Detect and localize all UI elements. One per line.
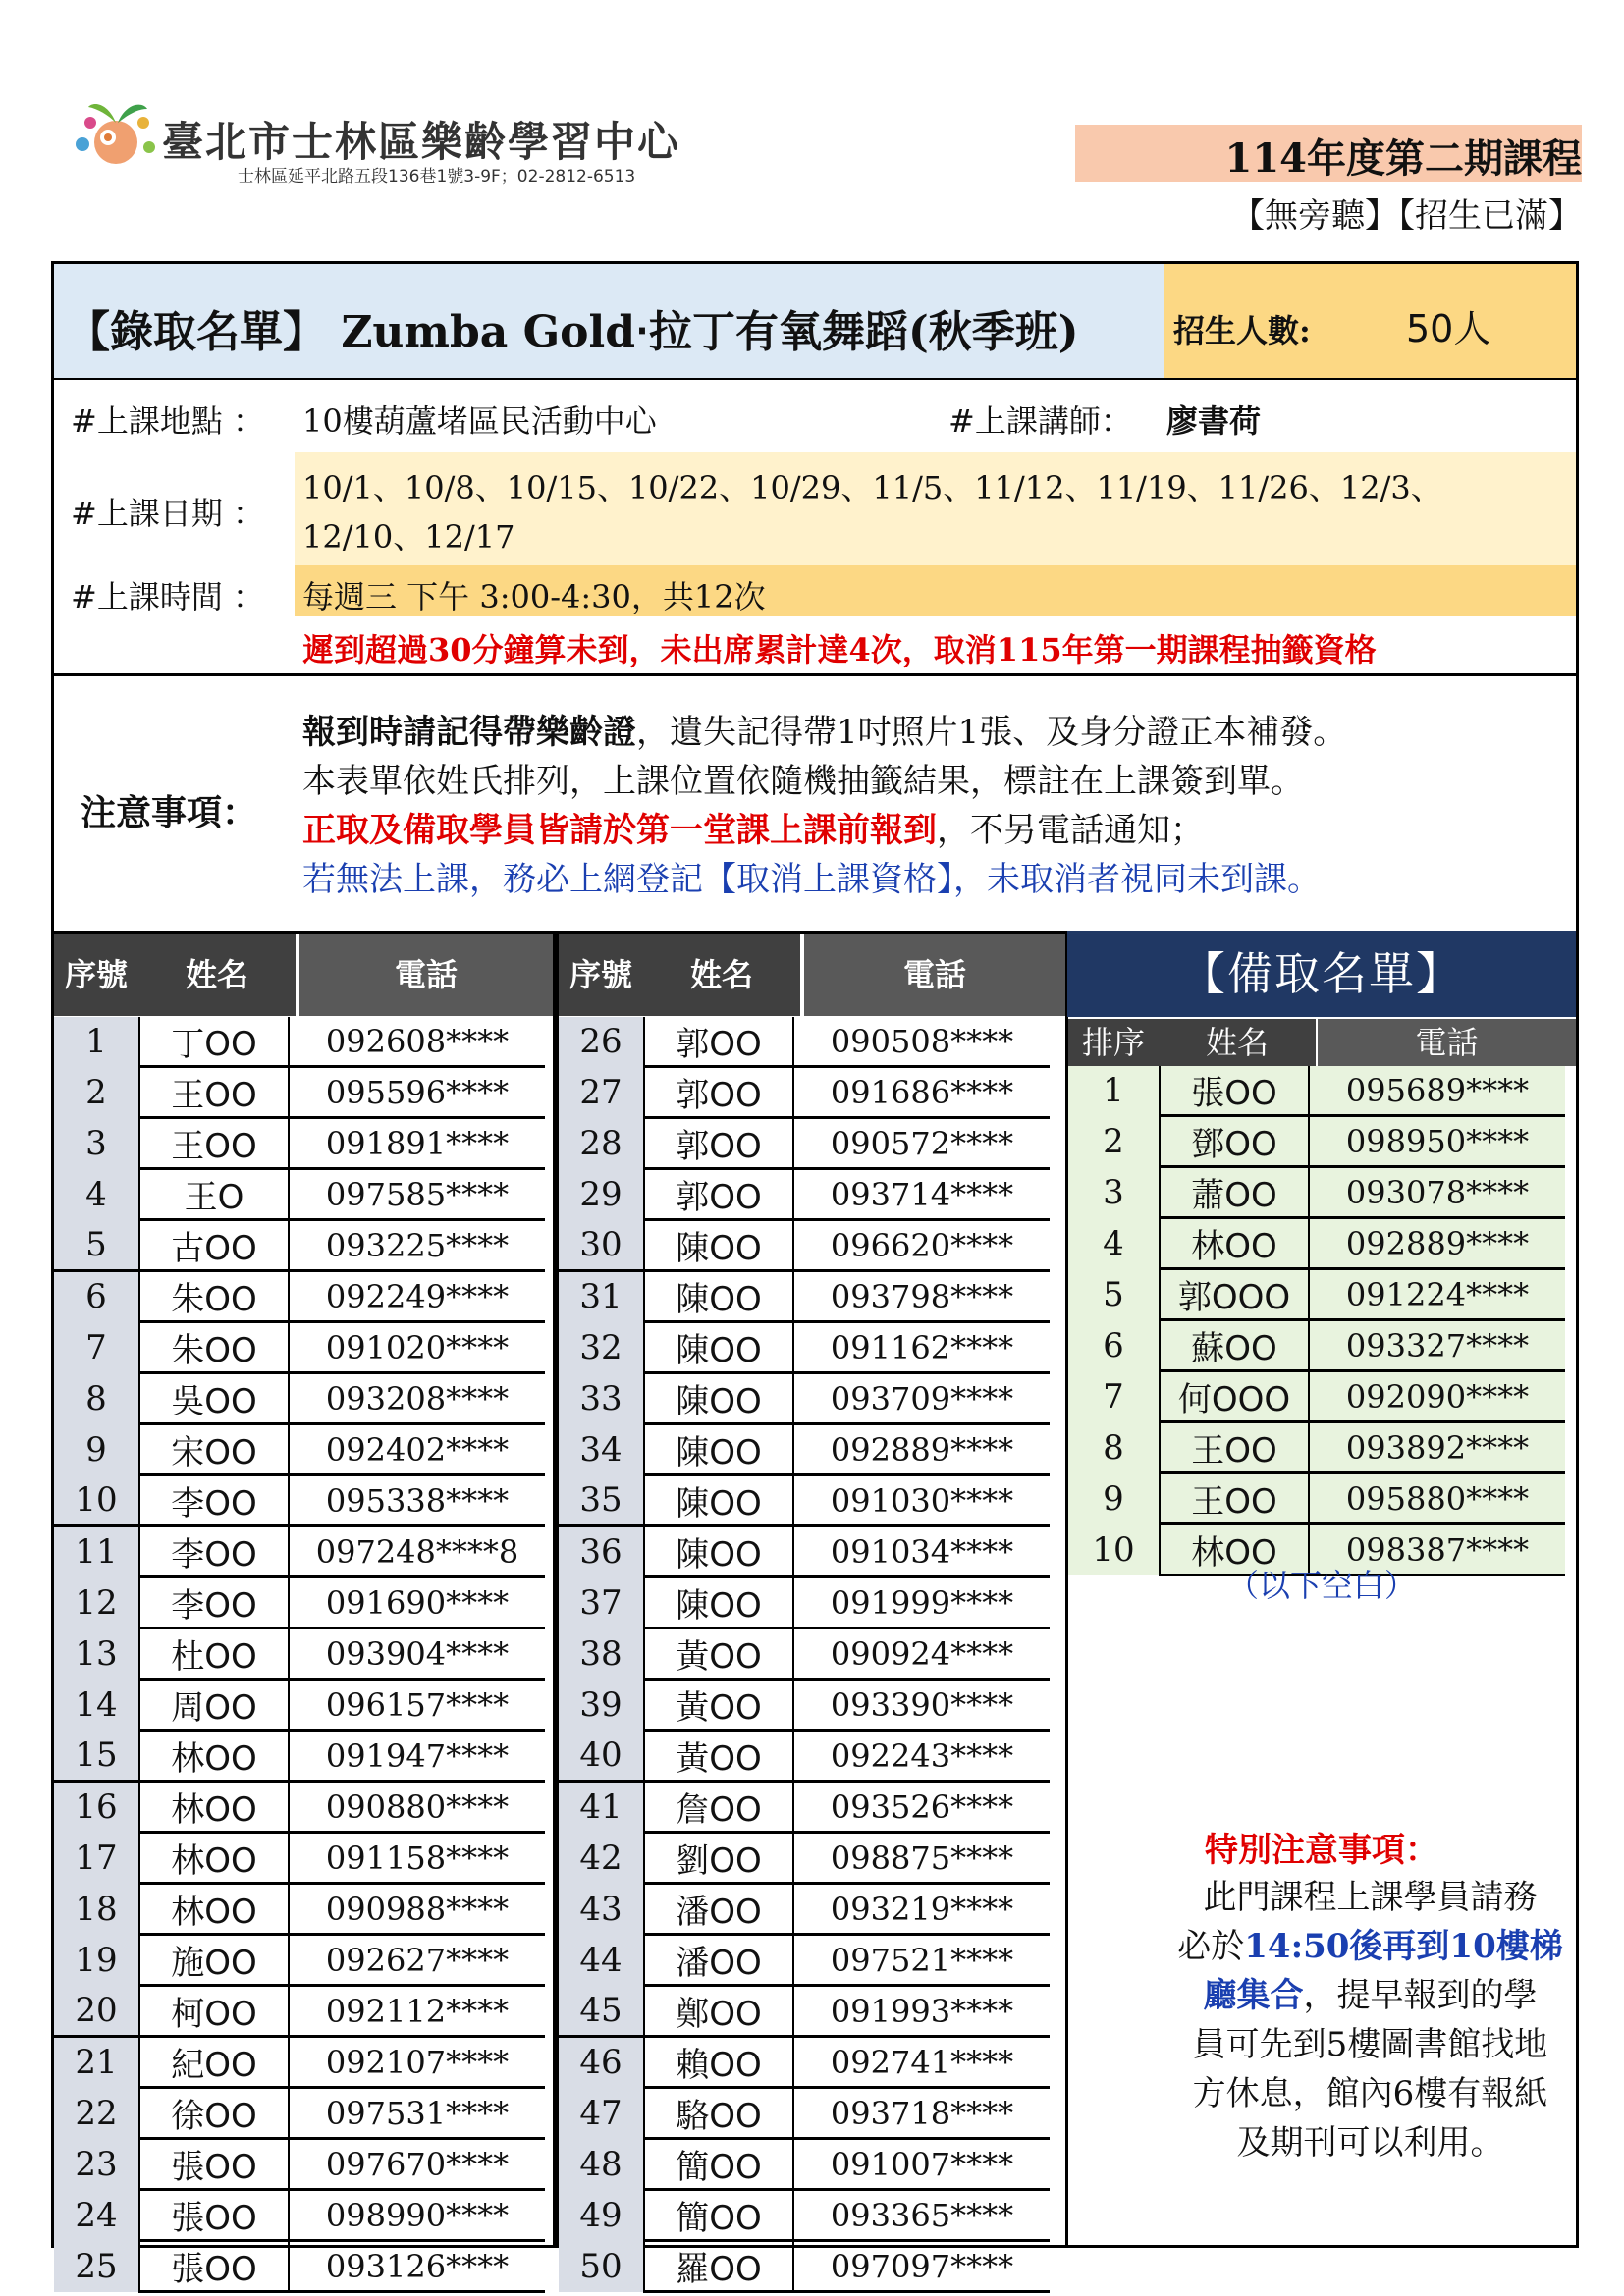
- row-phone: 090880****: [289, 1782, 545, 1833]
- row-seq: 23: [54, 2139, 139, 2190]
- row-phone: 091993****: [793, 1986, 1050, 2037]
- row-seq: 7: [1068, 1371, 1160, 1422]
- row-name: 宋OO: [139, 1424, 289, 1475]
- row-name: 林OO: [1160, 1218, 1309, 1269]
- row-seq: 7: [54, 1322, 139, 1373]
- row-seq: 34: [559, 1424, 644, 1475]
- row-seq: 9: [54, 1424, 139, 1475]
- note-line-3-rest: ，不另電話通知；: [937, 811, 1204, 850]
- row-name: 羅OO: [644, 2241, 793, 2292]
- column-divider: [553, 931, 559, 2246]
- table-row: [559, 2088, 1050, 2139]
- row-name: 簡OO: [644, 2139, 793, 2190]
- roster-table-left: [54, 1017, 545, 2293]
- table-row: [1068, 1066, 1565, 1116]
- row-name: 古OO: [139, 1220, 289, 1271]
- org-address: 士林區延平北路五段136巷1號3-9F；02-2812-6513: [238, 167, 636, 187]
- row-seq: 21: [54, 2037, 139, 2088]
- row-seq: 28: [559, 1118, 644, 1169]
- table-row: [54, 1731, 545, 1782]
- row-seq: 9: [1068, 1473, 1160, 1524]
- row-phone: 092741****: [793, 2037, 1050, 2088]
- table-row: [559, 1833, 1050, 1884]
- table-row: [559, 1782, 1050, 1833]
- table-row: [54, 1526, 545, 1577]
- table-row: [1068, 1422, 1565, 1473]
- table-row: [559, 1424, 1050, 1475]
- special-line-2b: 14:50後再到10樓梯: [1244, 1927, 1563, 1966]
- row-name: 王O: [139, 1169, 289, 1220]
- row-name: 吳OO: [139, 1373, 289, 1424]
- row-phone: 091034****: [793, 1526, 1050, 1577]
- row-seq: 15: [54, 1731, 139, 1782]
- roster-header-phone: 電話: [299, 934, 553, 1016]
- table-row: [54, 1782, 545, 1833]
- row-name: 朱OO: [139, 1322, 289, 1373]
- row-seq: 32: [559, 1322, 644, 1373]
- row-seq: 46: [559, 2037, 644, 2088]
- roster-header-name: 姓名: [643, 934, 800, 1016]
- divider: [54, 378, 1576, 380]
- row-phone: 091947****: [289, 1731, 545, 1782]
- row-phone: 098950****: [1309, 1116, 1565, 1167]
- table-row: [1068, 1371, 1565, 1422]
- table-row: [559, 1884, 1050, 1935]
- row-seq: 6: [1068, 1320, 1160, 1371]
- row-seq: 30: [559, 1220, 644, 1271]
- row-phone: 092112****: [289, 1986, 545, 2037]
- row-name: 鄭OO: [644, 1986, 793, 2037]
- standby-header-phone: 電話: [1318, 1019, 1576, 1066]
- note-line-3: [302, 803, 1204, 851]
- table-row: [54, 1833, 545, 1884]
- row-name: 郭OO: [644, 1017, 793, 1067]
- row-name: 黃OO: [644, 1629, 793, 1680]
- row-seq: 18: [54, 1884, 139, 1935]
- org-name: 臺北市士林區樂齡學習中心: [162, 118, 681, 166]
- row-seq: 39: [559, 1680, 644, 1731]
- note-line-3-red: 正取及備取學員皆請於第一堂課上課前報到: [302, 811, 937, 850]
- row-phone: 093219****: [793, 1884, 1050, 1935]
- teacher-value: 廖書荷: [1166, 402, 1262, 440]
- row-seq: 1: [1068, 1066, 1160, 1116]
- row-name: 賴OO: [644, 2037, 793, 2088]
- row-phone: 093365****: [793, 2190, 1050, 2241]
- row-phone: 092889****: [793, 1424, 1050, 1475]
- table-row: [559, 2139, 1050, 2190]
- row-phone: 097248****8: [289, 1526, 545, 1577]
- row-phone: 092090****: [1309, 1371, 1565, 1422]
- special-line-3: [1166, 1971, 1574, 2020]
- table-row: [54, 1271, 545, 1322]
- row-name: 陳OO: [644, 1424, 793, 1475]
- row-phone: 091686****: [793, 1067, 1050, 1118]
- row-phone: 090572****: [793, 1118, 1050, 1169]
- row-phone: 091891****: [289, 1118, 545, 1169]
- table-row: [1068, 1167, 1565, 1218]
- location-value: 10樓葫蘆堵區民活動中心: [302, 402, 657, 440]
- row-name: 詹OO: [644, 1782, 793, 1833]
- seedling-logo-icon: [69, 93, 163, 172]
- row-phone: 093798****: [793, 1271, 1050, 1322]
- row-phone: 093904****: [289, 1629, 545, 1680]
- row-phone: 091158****: [289, 1833, 545, 1884]
- row-name: 陳OO: [644, 1220, 793, 1271]
- dates-label: #上課日期 ：: [71, 495, 264, 532]
- table-row: [559, 1017, 1050, 1067]
- row-seq: 33: [559, 1373, 644, 1424]
- row-seq: 8: [54, 1373, 139, 1424]
- row-phone: 097521****: [793, 1935, 1050, 1986]
- term-title: 114年度第二期課程: [1224, 135, 1582, 182]
- time-value: 每週三 下午 3:00-4:30，共12次: [302, 578, 766, 615]
- row-name: 張OO: [1160, 1066, 1309, 1116]
- table-row: [559, 1935, 1050, 1986]
- row-phone: 097585****: [289, 1169, 545, 1220]
- row-phone: 097531****: [289, 2088, 545, 2139]
- table-row: [54, 1629, 545, 1680]
- row-name: 黃OO: [644, 1680, 793, 1731]
- row-name: 施OO: [139, 1935, 289, 1986]
- row-phone: 095338****: [289, 1475, 545, 1526]
- table-row: [54, 1373, 545, 1424]
- table-row: [559, 1118, 1050, 1169]
- row-phone: 092243****: [793, 1731, 1050, 1782]
- row-seq: 5: [1068, 1269, 1160, 1320]
- row-phone: 098990****: [289, 2190, 545, 2241]
- row-seq: 1: [54, 1017, 139, 1067]
- row-seq: 11: [54, 1526, 139, 1577]
- note-line-4: 若無法上課，務必上網登記【取消上課資格】，未取消者視同未到課。: [302, 860, 1321, 899]
- row-name: 徐OO: [139, 2088, 289, 2139]
- table-row: [1068, 1320, 1565, 1371]
- row-seq: 4: [54, 1169, 139, 1220]
- row-name: 潘OO: [644, 1935, 793, 1986]
- row-phone: 095880****: [1309, 1473, 1565, 1524]
- row-name: 杜OO: [139, 1629, 289, 1680]
- row-phone: 093892****: [1309, 1422, 1565, 1473]
- row-name: 柯OO: [139, 1986, 289, 2037]
- table-row: [54, 2088, 545, 2139]
- roster-table-right: [559, 1017, 1050, 2293]
- standby-header-name: 姓名: [1159, 1019, 1316, 1066]
- special-line-1: 此門課程上課學員請務: [1203, 1878, 1538, 1917]
- row-phone: 093078****: [1309, 1167, 1565, 1218]
- table-row: [54, 1680, 545, 1731]
- row-seq: 26: [559, 1017, 644, 1067]
- row-seq: 24: [54, 2190, 139, 2241]
- row-seq: 38: [559, 1629, 644, 1680]
- row-seq: 3: [1068, 1167, 1160, 1218]
- row-seq: 8: [1068, 1422, 1160, 1473]
- row-name: 周OO: [139, 1680, 289, 1731]
- attendance-warning: 遲到超過30分鐘算未到，未出席累計達4次，取消115年第一期課程抽籤資格: [302, 631, 1377, 668]
- row-name: 王OO: [139, 1067, 289, 1118]
- special-line-4: 員可先到5樓圖書館找地: [1192, 2025, 1548, 2064]
- table-row: [559, 2037, 1050, 2088]
- row-phone: 092107****: [289, 2037, 545, 2088]
- row-seq: 37: [559, 1577, 644, 1629]
- row-name: 張OO: [139, 2139, 289, 2190]
- row-seq: 14: [54, 1680, 139, 1731]
- row-name: 丁OO: [139, 1017, 289, 1067]
- row-seq: 10: [1068, 1524, 1160, 1575]
- table-row: [54, 2037, 545, 2088]
- row-seq: 13: [54, 1629, 139, 1680]
- row-name: 蕭OO: [1160, 1167, 1309, 1218]
- divider: [54, 673, 1576, 676]
- table-row: [1068, 1269, 1565, 1320]
- note-line-1-bold: 報到時請記得帶樂齡證: [302, 713, 636, 752]
- table-row: [54, 1986, 545, 2037]
- table-row: [1068, 1473, 1565, 1524]
- row-seq: 40: [559, 1731, 644, 1782]
- row-phone: 091690****: [289, 1577, 545, 1629]
- table-row: [559, 2190, 1050, 2241]
- table-row: [54, 1424, 545, 1475]
- blank-note: （以下空白）: [1226, 1567, 1416, 1604]
- row-name: 李OO: [139, 1475, 289, 1526]
- row-seq: 12: [54, 1577, 139, 1629]
- row-seq: 41: [559, 1782, 644, 1833]
- row-name: 何OOO: [1160, 1371, 1309, 1422]
- row-phone: 093126****: [289, 2241, 545, 2292]
- row-phone: 091999****: [793, 1577, 1050, 1629]
- dates-line1: 10/1、10/8、10/15、10/22、10/29、11/5、11/12、11/19、11/26、12/3、: [302, 469, 1442, 507]
- standby-header-seq: 排序: [1068, 1019, 1159, 1066]
- table-row: [54, 1220, 545, 1271]
- row-phone: 093390****: [793, 1680, 1050, 1731]
- row-seq: 31: [559, 1271, 644, 1322]
- row-name: 潘OO: [644, 1884, 793, 1935]
- row-seq: 49: [559, 2190, 644, 2241]
- table-row: [54, 1577, 545, 1629]
- row-seq: 27: [559, 1067, 644, 1118]
- row-phone: 090988****: [289, 1884, 545, 1935]
- row-name: 郭OO: [644, 1118, 793, 1169]
- table-row: [559, 1475, 1050, 1526]
- table-row: [559, 1067, 1050, 1118]
- row-name: 郭OO: [644, 1067, 793, 1118]
- row-seq: 36: [559, 1526, 644, 1577]
- table-row: [559, 1577, 1050, 1629]
- teacher-label: #上課講師：: [948, 402, 1132, 440]
- roster-header-name: 姓名: [138, 934, 296, 1016]
- row-phone: 090508****: [793, 1017, 1050, 1067]
- table-row: [54, 1935, 545, 1986]
- special-line-3a: 廳集合: [1203, 1976, 1304, 2015]
- row-name: 陳OO: [644, 1322, 793, 1373]
- time-label: #上課時間 ：: [71, 578, 264, 615]
- row-phone: 097097****: [793, 2241, 1050, 2292]
- row-name: 陳OO: [644, 1271, 793, 1322]
- row-seq: 3: [54, 1118, 139, 1169]
- row-seq: 42: [559, 1833, 644, 1884]
- row-phone: 091162****: [793, 1322, 1050, 1373]
- special-line-5: 方休息，館內6樓有報紙: [1192, 2074, 1548, 2113]
- row-phone: 092249****: [289, 1271, 545, 1322]
- row-seq: 6: [54, 1271, 139, 1322]
- table-row: [559, 1629, 1050, 1680]
- row-seq: 35: [559, 1475, 644, 1526]
- row-seq: 47: [559, 2088, 644, 2139]
- row-seq: 29: [559, 1169, 644, 1220]
- table-row: [559, 1731, 1050, 1782]
- row-seq: 45: [559, 1986, 644, 2037]
- row-name: 鄧OO: [1160, 1116, 1309, 1167]
- table-row: [54, 1118, 545, 1169]
- row-name: 郭OOO: [1160, 1269, 1309, 1320]
- table-row: [54, 2139, 545, 2190]
- row-phone: 093208****: [289, 1373, 545, 1424]
- row-seq: 25: [54, 2241, 139, 2292]
- table-row: [559, 1220, 1050, 1271]
- table-row: [54, 2241, 545, 2292]
- row-phone: 095689****: [1309, 1066, 1565, 1116]
- table-row: [1068, 1116, 1565, 1167]
- location-label: #上課地點 ：: [71, 402, 264, 440]
- row-phone: 098875****: [793, 1833, 1050, 1884]
- table-row: [559, 1322, 1050, 1373]
- table-row: [54, 2190, 545, 2241]
- row-name: 林OO: [139, 1731, 289, 1782]
- row-phone: 093327****: [1309, 1320, 1565, 1371]
- row-phone: 091224****: [1309, 1269, 1565, 1320]
- dates-line2: 12/10、12/17: [302, 518, 515, 556]
- quota-value: 50人: [1406, 307, 1491, 350]
- row-name: 駱OO: [644, 2088, 793, 2139]
- course-title: 【錄取名單】 Zumba Gold‧拉丁有氧舞蹈(秋季班): [67, 307, 1079, 357]
- row-phone: 091007****: [793, 2139, 1050, 2190]
- table-row: [54, 1322, 545, 1373]
- table-row: [54, 1067, 545, 1118]
- row-seq: 2: [54, 1067, 139, 1118]
- row-name: 陳OO: [644, 1475, 793, 1526]
- special-line-3b: ，提早報到的學: [1303, 1976, 1538, 2015]
- row-name: 蘇OO: [1160, 1320, 1309, 1371]
- note-line-2: 本表單依姓氏排列，上課位置依隨機抽籤結果，標註在上課簽到單。: [302, 762, 1304, 801]
- row-seq: 4: [1068, 1218, 1160, 1269]
- table-row: [559, 2241, 1050, 2292]
- row-seq: 10: [54, 1475, 139, 1526]
- special-line-6: 及期刊可以利用。: [1236, 2123, 1504, 2163]
- note-line-1: [302, 705, 1346, 753]
- quota-label: 招生人數:: [1173, 312, 1311, 349]
- row-name: 林OO: [1160, 1524, 1309, 1575]
- row-name: 王OO: [139, 1118, 289, 1169]
- standby-title: 【備取名單】: [1067, 931, 1576, 1017]
- table-row: [54, 1884, 545, 1935]
- table-row: [559, 1986, 1050, 2037]
- row-phone: 090924****: [793, 1629, 1050, 1680]
- row-seq: 16: [54, 1782, 139, 1833]
- row-seq: 5: [54, 1220, 139, 1271]
- table-row: [559, 1373, 1050, 1424]
- table-row: [559, 1680, 1050, 1731]
- roster-header-phone: 電話: [804, 934, 1065, 1016]
- special-notes-title: 特別注意事項：: [1205, 1831, 1438, 1870]
- row-name: 王OO: [1160, 1422, 1309, 1473]
- row-phone: 093225****: [289, 1220, 545, 1271]
- row-seq: 2: [1068, 1116, 1160, 1167]
- row-seq: 48: [559, 2139, 644, 2190]
- roster-header-seq: 序號: [559, 934, 643, 1016]
- row-phone: 093526****: [793, 1782, 1050, 1833]
- row-seq: 43: [559, 1884, 644, 1935]
- row-phone: 097670****: [289, 2139, 545, 2190]
- table-row: [54, 1169, 545, 1220]
- row-phone: 091020****: [289, 1322, 545, 1373]
- row-phone: 092627****: [289, 1935, 545, 1986]
- row-name: 張OO: [139, 2241, 289, 2292]
- row-name: 陳OO: [644, 1577, 793, 1629]
- table-row: [54, 1017, 545, 1067]
- table-row: [559, 1169, 1050, 1220]
- row-name: 張OO: [139, 2190, 289, 2241]
- row-name: 黃OO: [644, 1731, 793, 1782]
- row-name: 朱OO: [139, 1271, 289, 1322]
- row-seq: 19: [54, 1935, 139, 1986]
- standby-table: [1068, 1066, 1565, 1576]
- table-row: [559, 1526, 1050, 1577]
- row-name: 李OO: [139, 1526, 289, 1577]
- note-line-1-rest: ，遺失記得帶1吋照片1張、及身分證正本補發。: [636, 713, 1347, 752]
- row-phone: 098387****: [1309, 1524, 1565, 1575]
- row-name: 林OO: [139, 1833, 289, 1884]
- row-name: 李OO: [139, 1577, 289, 1629]
- row-phone: 096620****: [793, 1220, 1050, 1271]
- row-seq: 22: [54, 2088, 139, 2139]
- row-seq: 50: [559, 2241, 644, 2292]
- row-name: 林OO: [139, 1782, 289, 1833]
- row-phone: 093718****: [793, 2088, 1050, 2139]
- special-line-2: [1166, 1922, 1574, 1971]
- term-tags: 【無旁聽】【招生已滿】: [1231, 196, 1582, 236]
- notes-label: 注意事項：: [81, 792, 258, 833]
- row-phone: 093709****: [793, 1373, 1050, 1424]
- row-name: 劉OO: [644, 1833, 793, 1884]
- special-notes-body: [1166, 1873, 1574, 2167]
- row-phone: 096157****: [289, 1680, 545, 1731]
- row-phone: 093714****: [793, 1169, 1050, 1220]
- row-name: 林OO: [139, 1884, 289, 1935]
- row-name: 王OO: [1160, 1473, 1309, 1524]
- roster-header-seq: 序號: [54, 934, 138, 1016]
- row-seq: 44: [559, 1935, 644, 1986]
- row-name: 郭OO: [644, 1169, 793, 1220]
- row-phone: 092889****: [1309, 1218, 1565, 1269]
- row-phone: 092402****: [289, 1424, 545, 1475]
- row-phone: 092608****: [289, 1017, 545, 1067]
- row-seq: 17: [54, 1833, 139, 1884]
- table-row: [54, 1475, 545, 1526]
- row-phone: 095596****: [289, 1067, 545, 1118]
- row-name: 紀OO: [139, 2037, 289, 2088]
- table-row: [1068, 1218, 1565, 1269]
- row-seq: 20: [54, 1986, 139, 2037]
- row-name: 陳OO: [644, 1526, 793, 1577]
- table-row: [559, 1271, 1050, 1322]
- row-name: 簡OO: [644, 2190, 793, 2241]
- special-line-2a: 必於: [1177, 1927, 1245, 1966]
- row-name: 陳OO: [644, 1373, 793, 1424]
- row-phone: 091030****: [793, 1475, 1050, 1526]
